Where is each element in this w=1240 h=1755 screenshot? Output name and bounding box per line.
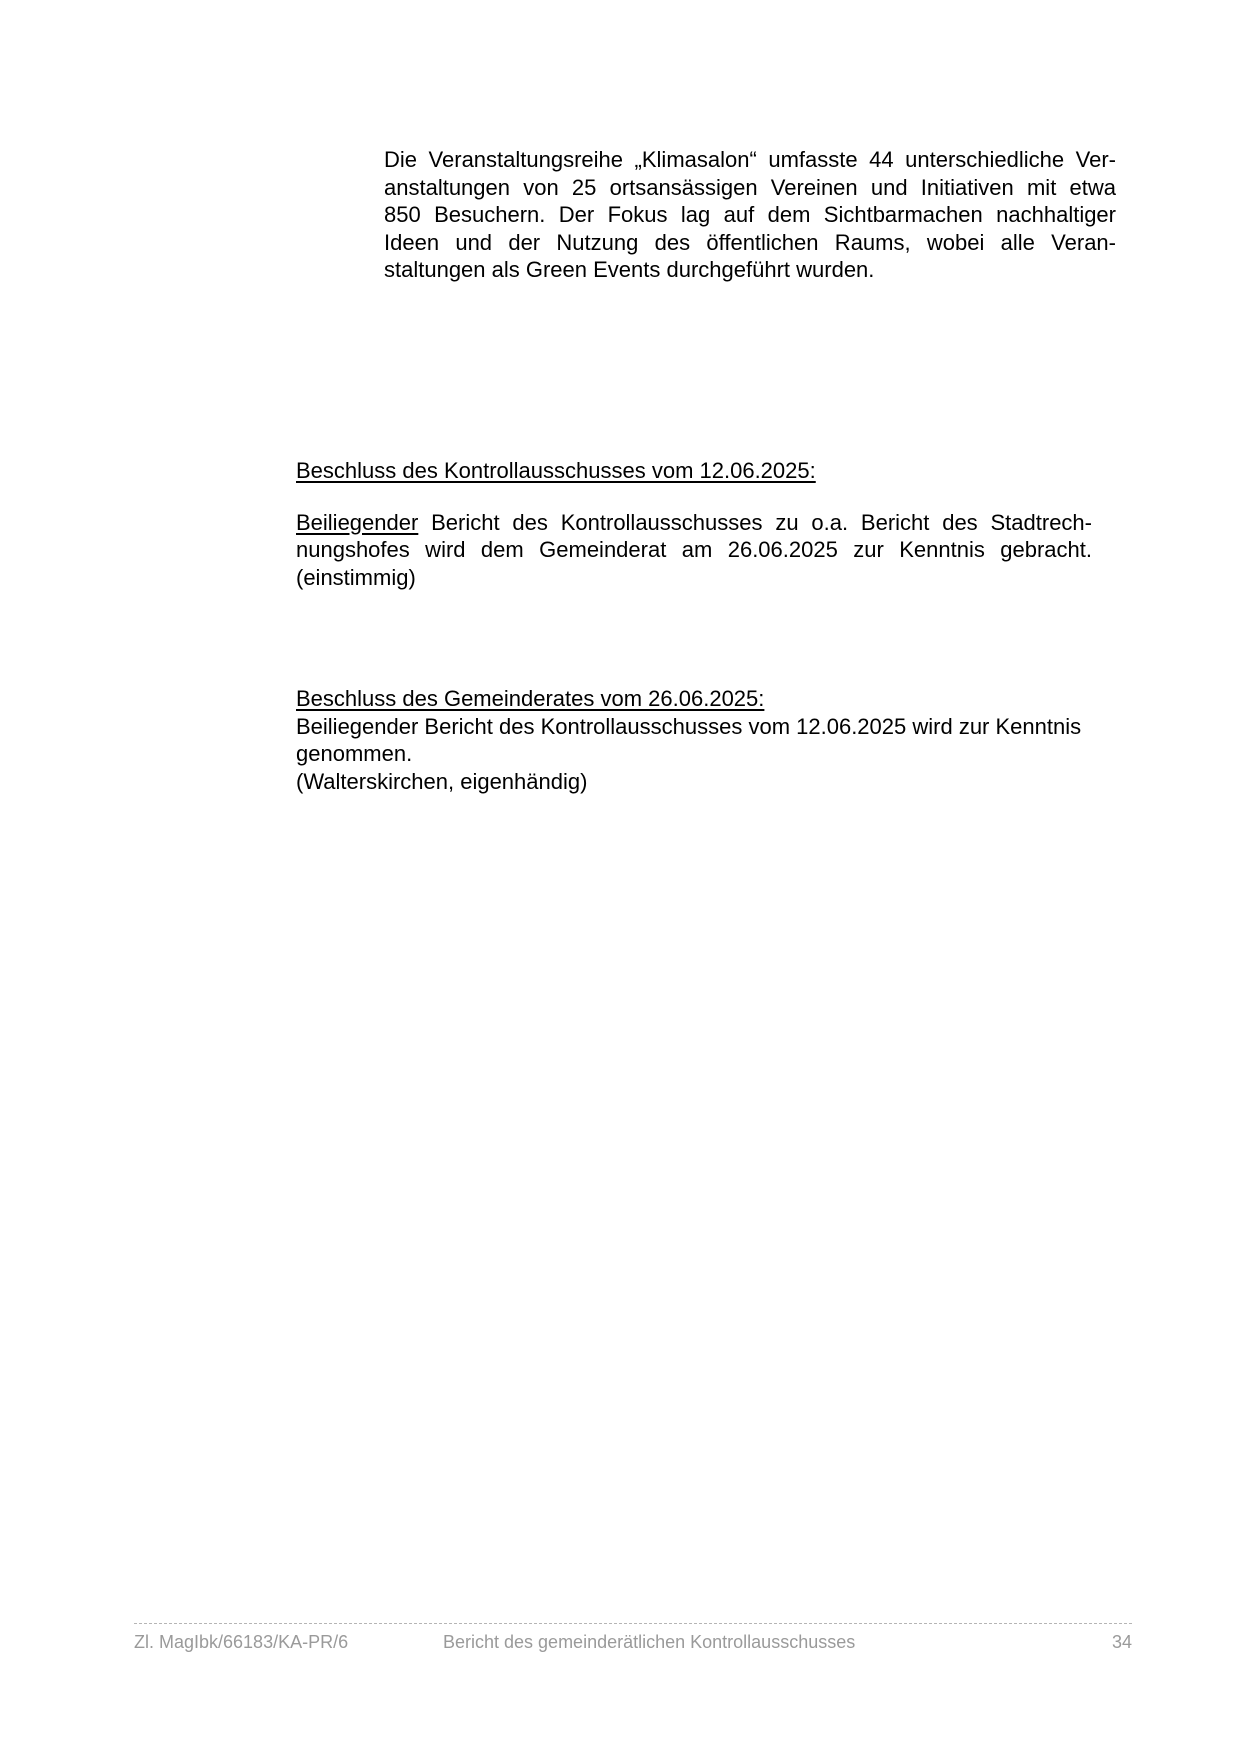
intro-line: staltungen als Green Events durchgeführt wurden. (384, 257, 875, 282)
intro-line: anstaltungen von 25 ortsansässigen Vereinen und Initiativen mit etwa (384, 174, 1116, 200)
page-footer (134, 1623, 1132, 1660)
gemeinderat-resolution (296, 685, 1116, 795)
footer-title: Bericht des gemeinderätlichen Kontrollausschusses (443, 1632, 856, 1652)
gemeinderat-signature: (Walterskirchen, eigenhändig) (296, 768, 588, 794)
intro-line: Ideen und der Nutzung des öffentlichen Raums, wobei alle Veran- (384, 229, 1116, 255)
footer-reference: Zl. MagIbk/66183/KA-PR/6 (134, 1632, 349, 1652)
intro-paragraph (384, 146, 1116, 284)
intro-line: Die Veranstaltungsreihe „Klimasalon“ umfasste 44 unterschiedliche Ver- (384, 147, 1116, 172)
kontrollausschuss-resolution (296, 457, 1116, 591)
first-word: Beiliegender (296, 509, 419, 535)
kontrollausschuss-line-1 (296, 509, 1092, 537)
page-number: 34 (1111, 1632, 1132, 1652)
line-1-rest: Bericht des Kontrollausschusses zu o.a. Bericht des Stadtrech- (418, 509, 1092, 535)
kontrollausschuss-line-2: nungshofes wird dem Gemeinderat am 26.06.2025 zur Kenntnis gebracht. (296, 537, 1092, 562)
intro-line: 850 Besuchern. Der Fokus lag auf dem Sichtbarmachen nachhaltiger (384, 202, 1116, 227)
kontrollausschuss-heading: Beschluss des Kontrollausschusses vom 12.06.2025: (296, 458, 816, 483)
gemeinderat-heading: Beschluss des Gemeinderates vom 26.06.2025: (296, 686, 765, 711)
gemeinderat-line-1: Beiliegender Bericht des Kontrollausschusses vom 12.06.2025 wird zur Kenntnis (296, 713, 1082, 739)
gemeinderat-line-2: genommen. (296, 741, 413, 766)
kontrollausschuss-vote: (einstimmig) (296, 564, 416, 590)
